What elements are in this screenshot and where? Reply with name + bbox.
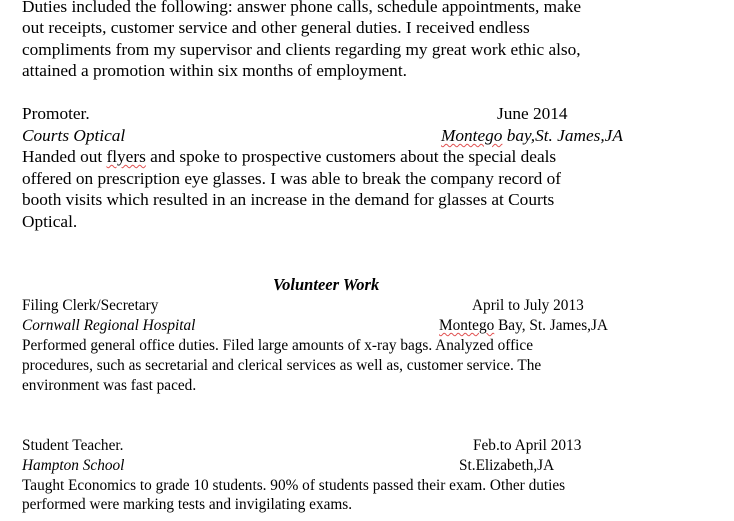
promoter-desc-line-2: offered on prescription eye glasses. I was able to break the company record of bbox=[22, 169, 562, 188]
volunteer-desc-line-3: environment was fast paced. bbox=[22, 377, 197, 394]
volunteer-location-rest: Bay, St. James,JA bbox=[494, 317, 608, 334]
teacher-desc-line-2: performed were marking tests and invigilating exams. bbox=[22, 496, 353, 513]
promoter-title: Promoter. bbox=[22, 104, 90, 123]
teacher-location: St.Elizabeth,JA bbox=[459, 457, 555, 474]
volunteer-desc-line-1: Performed general office duties. Filed large amounts of x-ray bags. Analyzed office bbox=[22, 337, 534, 354]
volunteer-desc-line-2: procedures, such as secretarial and clerical services as well as, customer service. The bbox=[22, 357, 542, 374]
promoter-desc-line-4: Optical. bbox=[22, 212, 78, 231]
intro-line-4: attained a promotion within six months of employment. bbox=[22, 61, 407, 80]
intro-line-2: out receipts, customer service and other general duties. I received endless bbox=[22, 18, 530, 37]
teacher-desc-line-1: Taught Economics to grade 10 students. 90% of students passed their exam. Other duties bbox=[22, 477, 566, 494]
volunteer-heading: Volunteer Work bbox=[273, 275, 380, 294]
promoter-desc-flyers: flyers bbox=[106, 147, 146, 166]
promoter-desc-text-a: Handed out bbox=[22, 147, 107, 166]
volunteer-title: Filing Clerk/Secretary bbox=[22, 297, 159, 314]
promoter-desc-text-c: and spoke to prospective customers about the special deals bbox=[145, 147, 557, 166]
promoter-location-rest: bay,St. James,JA bbox=[502, 126, 623, 145]
promoter-location bbox=[441, 125, 623, 147]
promoter-desc-line-3: booth visits which resulted in an increase in the demand for glasses at Courts bbox=[22, 190, 555, 209]
teacher-company: Hampton School bbox=[22, 457, 125, 474]
volunteer-location-city: Montego bbox=[439, 317, 495, 334]
teacher-date: Feb.to April 2013 bbox=[473, 437, 582, 454]
volunteer-company: Cornwall Regional Hospital bbox=[22, 317, 196, 334]
promoter-desc-line-1 bbox=[22, 146, 556, 168]
intro-line-3: compliments from my supervisor and clients regarding my great work ethic also, bbox=[22, 40, 581, 59]
promoter-date: June 2014 bbox=[497, 104, 568, 123]
promoter-company: Courts Optical bbox=[22, 126, 126, 145]
intro-line-1: Duties included the following: answer phone calls, schedule appointments, make bbox=[22, 0, 582, 16]
teacher-title: Student Teacher. bbox=[22, 437, 124, 454]
volunteer-location bbox=[439, 316, 608, 336]
volunteer-date: April to July 2013 bbox=[472, 297, 584, 314]
promoter-location-city: Montego bbox=[441, 126, 503, 145]
